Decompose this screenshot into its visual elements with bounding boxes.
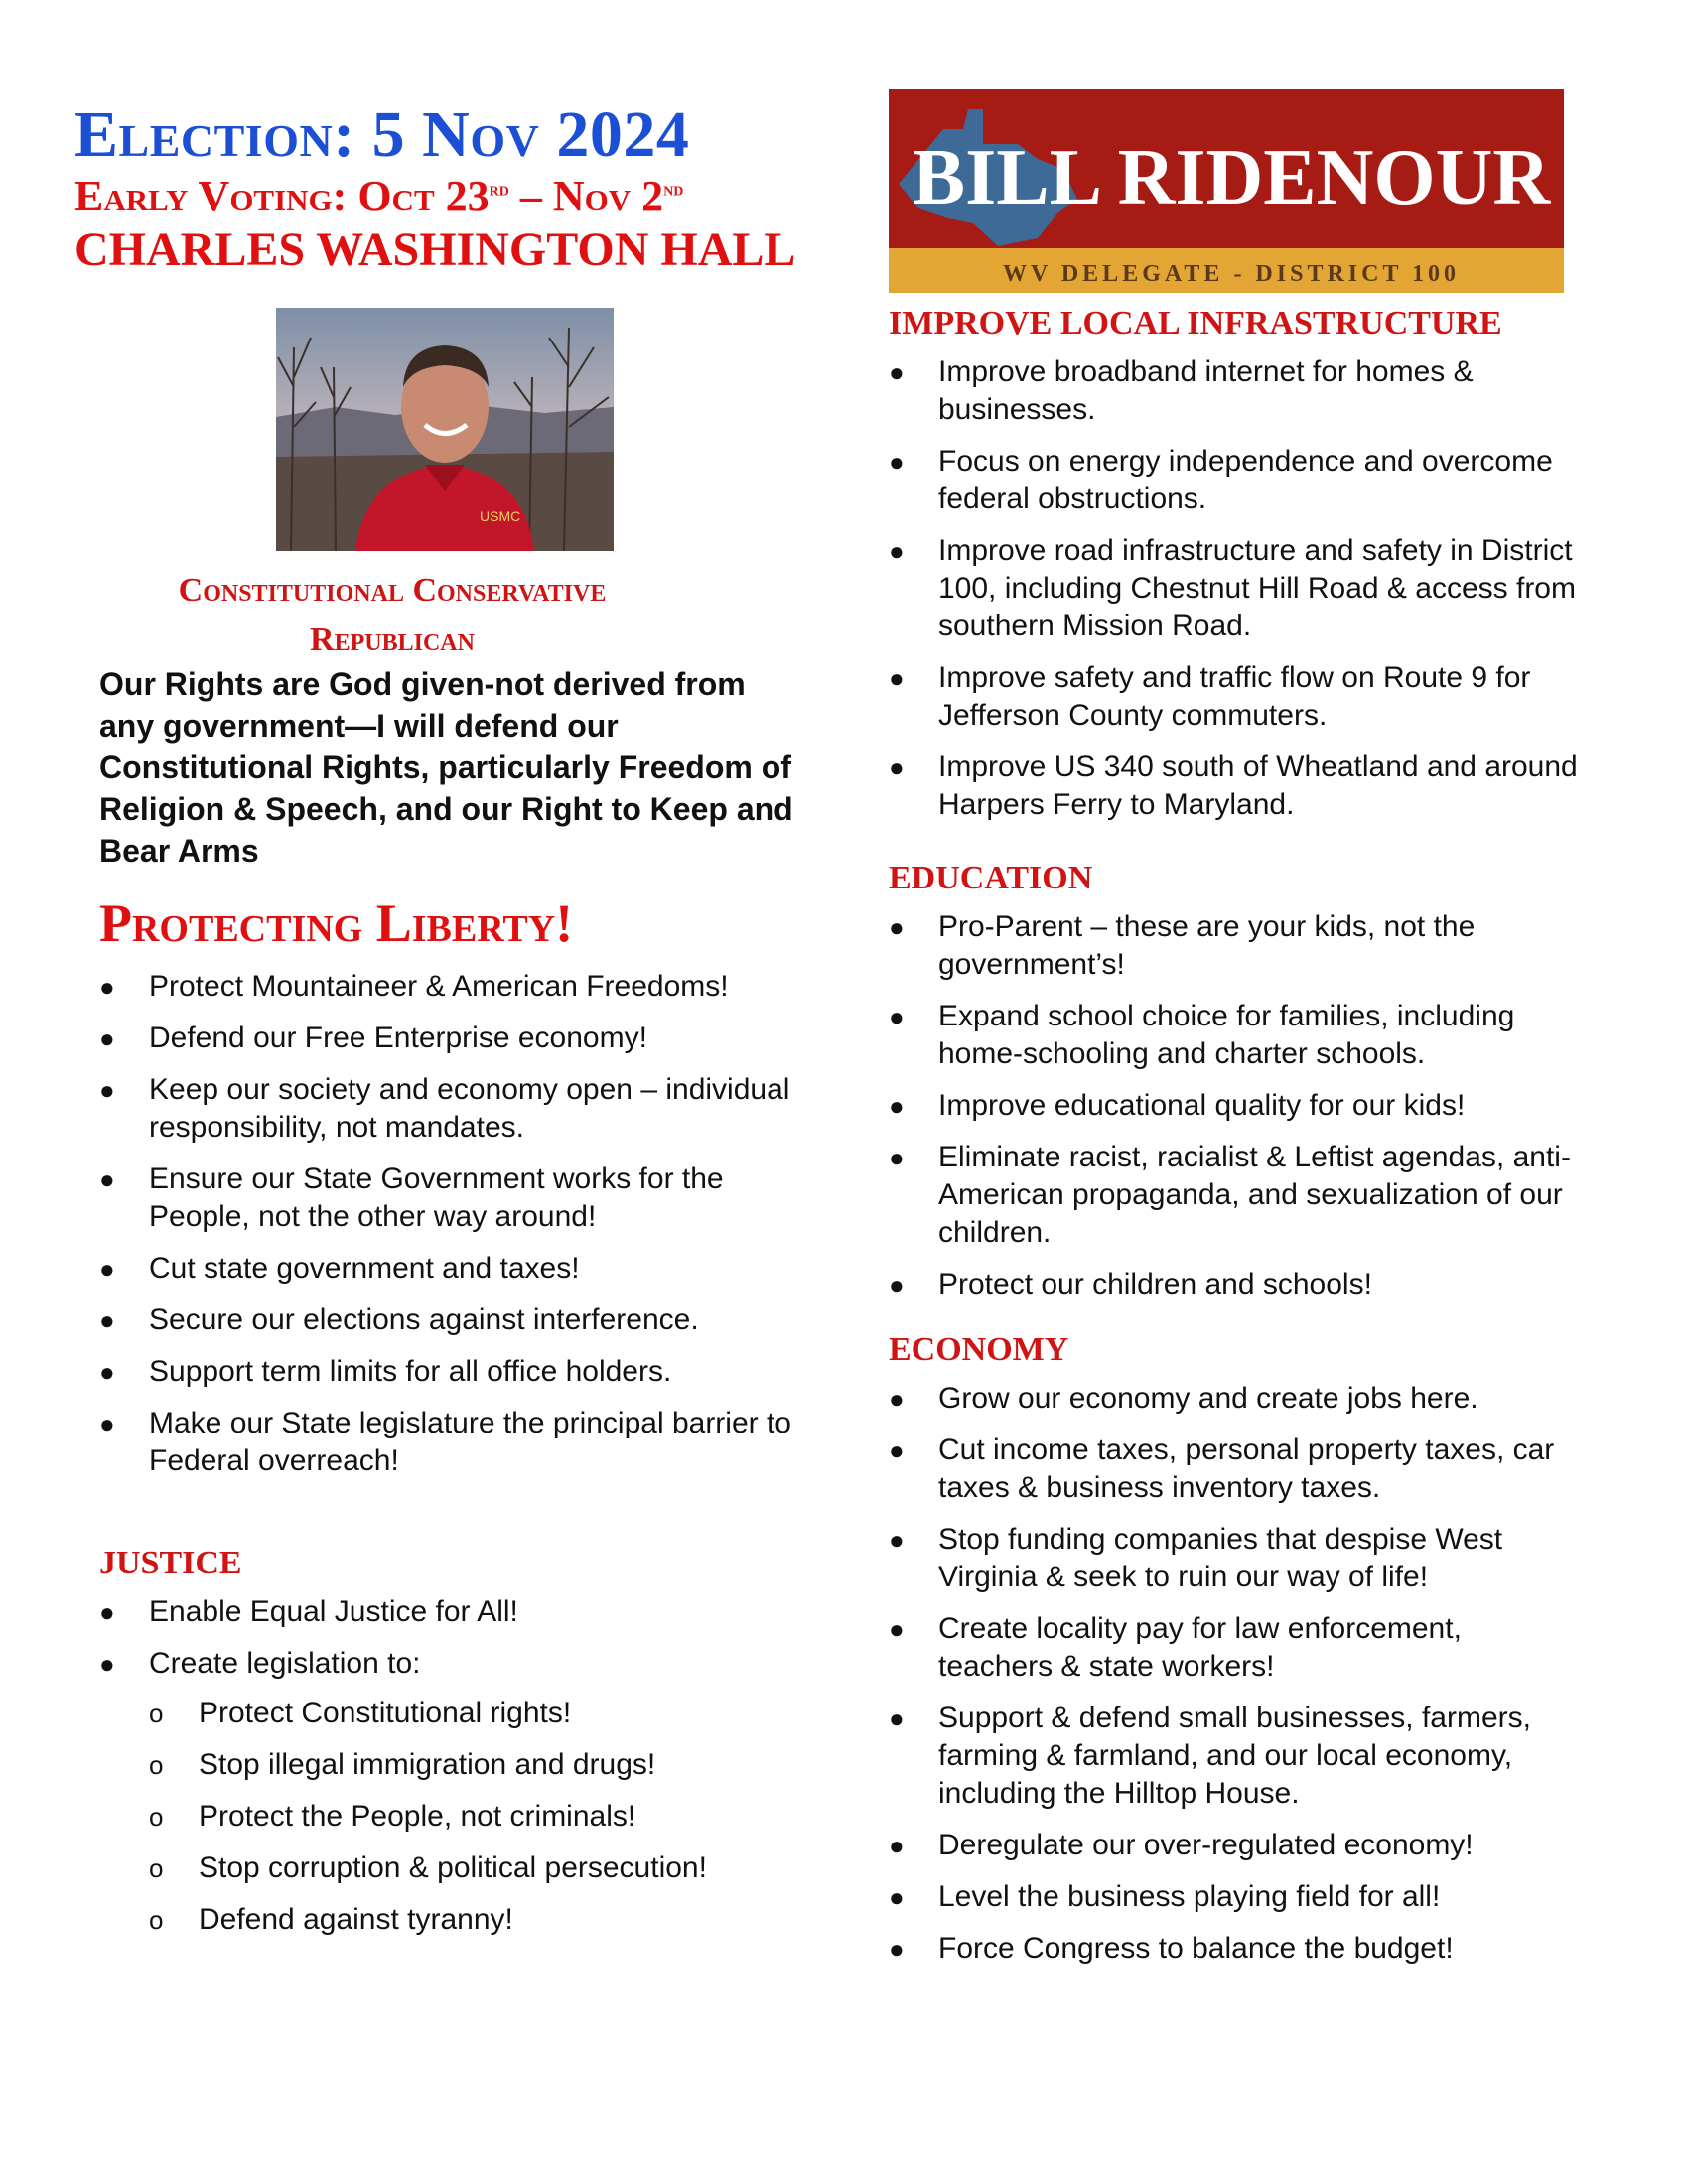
bullet-marker: ●	[889, 912, 905, 942]
economy-section	[889, 1330, 1584, 1981]
list-item-text: Secure our elections against interference.	[149, 1303, 699, 1336]
list-item-text: Ensure our State Government works for the People, not the other way around!	[149, 1162, 724, 1233]
justice-heading: JUSTICE	[99, 1545, 242, 1581]
justice-section	[99, 1544, 814, 1953]
list-item-text: Stop funding companies that despise West Virginia & seek to ruin our way of life!	[938, 1523, 1503, 1593]
bullet-marker: ●	[889, 752, 905, 782]
voting-location: CHARLES WASHINGTON HALL	[74, 223, 796, 276]
justice-list	[99, 1593, 814, 1683]
list-item-text: Focus on energy independence and overcome federal obstructions.	[938, 445, 1553, 515]
education-section	[889, 859, 1584, 1317]
liberty-item	[99, 1405, 794, 1480]
education-list	[889, 908, 1584, 1303]
economy-item	[889, 1521, 1584, 1596]
list-item-text: Eliminate racist, racialist & Leftist agendas, anti-American propaganda, and sexualization of our children.	[938, 1141, 1571, 1249]
economy-item	[889, 1878, 1584, 1916]
election-date-heading: Election: 5 Nov 2024	[74, 98, 690, 171]
liberty-item	[99, 1301, 794, 1339]
bullet-marker: ●	[889, 1384, 905, 1414]
list-item-text: Stop corruption & political persecution!	[199, 1851, 707, 1884]
justice-sub-item	[149, 1746, 814, 1784]
bullet-marker: ●	[99, 1164, 115, 1194]
bullet-marker: ●	[889, 447, 905, 477]
protecting-liberty-heading: Protecting Liberty!	[99, 893, 574, 953]
list-item-text: Enable Equal Justice for All!	[149, 1595, 518, 1628]
justice-sub-item	[149, 1849, 814, 1887]
economy-item	[889, 1930, 1584, 1968]
party-subtitle: Constitutional Conservative Republican	[178, 572, 607, 658]
list-item-text: Protect our children and schools!	[938, 1268, 1372, 1300]
campaign-logo	[889, 89, 1564, 293]
list-item-text: Force Congress to balance the budget!	[938, 1932, 1454, 1965]
bullet-marker: ●	[889, 1002, 905, 1031]
bullet-marker: ●	[99, 972, 115, 1002]
bullet-marker: o	[149, 1699, 164, 1728]
economy-item	[889, 1827, 1584, 1864]
candidate-photo-image	[276, 308, 614, 551]
left-column	[74, 98, 859, 1936]
economy-item	[889, 1432, 1584, 1507]
liberty-list	[99, 968, 794, 1494]
bullet-marker: ●	[99, 1409, 115, 1438]
bullet-marker: o	[149, 1802, 164, 1832]
list-item-text: Protect Constitutional rights!	[199, 1697, 572, 1729]
bullet-marker: o	[149, 1905, 164, 1935]
list-item-text: Improve broadband internet for homes & businesses.	[938, 355, 1474, 426]
justice-item	[99, 1645, 814, 1683]
infrastructure-list	[889, 353, 1584, 824]
bullet-marker: ●	[889, 357, 905, 387]
list-item-text: Create locality pay for law enforcement, teachers & state workers!	[938, 1612, 1462, 1683]
economy-item	[889, 1610, 1584, 1686]
liberty-item	[99, 1250, 794, 1288]
bullet-marker: ●	[99, 1305, 115, 1335]
economy-heading: ECONOMY	[889, 1331, 1069, 1368]
education-item	[889, 1266, 1584, 1303]
justice-sub-list	[99, 1695, 814, 1939]
education-heading: EDUCATION	[889, 860, 1093, 896]
economy-item	[889, 1380, 1584, 1418]
bullet-marker: o	[149, 1750, 164, 1780]
infrastructure-item	[889, 659, 1584, 735]
justice-sub-item	[149, 1798, 814, 1836]
campaign-logo-image	[889, 89, 1564, 293]
justice-sub-item	[149, 1901, 814, 1939]
justice-sub-item	[149, 1695, 814, 1732]
list-item-text: Defend our Free Enterprise economy!	[149, 1022, 647, 1054]
bullet-marker: ●	[889, 1831, 905, 1860]
list-item-text: Make our State legislature the principal barrier to Federal overreach!	[149, 1407, 791, 1477]
bullet-marker: ●	[99, 1649, 115, 1679]
list-item-text: Cut state government and taxes!	[149, 1252, 580, 1285]
education-item	[889, 1139, 1584, 1252]
bullet-marker: ●	[889, 1270, 905, 1299]
list-item-text: Create legislation to:	[149, 1647, 421, 1680]
list-item-text: Stop illegal immigration and drugs!	[199, 1748, 656, 1781]
infrastructure-section	[889, 304, 1584, 838]
list-item-text: Keep our society and economy open – individual responsibility, not mandates.	[149, 1073, 790, 1144]
liberty-item	[99, 1353, 794, 1391]
education-item	[889, 908, 1584, 984]
bullet-marker: ●	[889, 663, 905, 693]
bullet-marker: ●	[99, 1075, 115, 1105]
economy-item	[889, 1700, 1584, 1813]
shirt-text: USMC	[480, 508, 521, 524]
list-item-text: Deregulate our over-regulated economy!	[938, 1829, 1474, 1861]
rights-statement: Our Rights are God given-not derived from any government—I will defend our Constitutional Rights, particularly Freedom of Religion & Speech, and our Right to Keep and Bear Arms	[99, 666, 793, 869]
list-item-text: Expand school choice for families, including home-schooling and charter schools.	[938, 1000, 1515, 1070]
liberty-item	[99, 1020, 794, 1057]
list-item-text: Grow our economy and create jobs here.	[938, 1382, 1478, 1415]
list-item-text: Improve safety and traffic flow on Route 9 for Jefferson County commuters.	[938, 661, 1531, 732]
infrastructure-heading: IMPROVE LOCAL INFRASTRUCTURE	[889, 305, 1502, 341]
list-item-text: Improve US 340 south of Wheatland and around Harpers Ferry to Maryland.	[938, 751, 1578, 821]
list-item-text: Level the business playing field for all!	[938, 1880, 1441, 1913]
liberty-item	[99, 1071, 794, 1147]
logo-name: BILL RIDENOUR	[912, 134, 1551, 221]
list-item-text: Defend against tyranny!	[199, 1903, 513, 1936]
early-voting-heading: Early Voting: Oct 23rd – Nov 2nd	[74, 172, 684, 220]
bullet-marker: ●	[889, 1704, 905, 1733]
infrastructure-item	[889, 532, 1584, 645]
bullet-marker: ●	[889, 1091, 905, 1121]
list-item-text: Improve educational quality for our kids!	[938, 1089, 1466, 1122]
infrastructure-item	[889, 443, 1584, 518]
list-item-text: Cut income taxes, personal property taxes, car taxes & business inventory taxes.	[938, 1433, 1555, 1504]
list-item-text: Support term limits for all office holders.	[149, 1355, 672, 1388]
bullet-marker: ●	[889, 1525, 905, 1555]
list-item-text: Protect Mountaineer & American Freedoms!	[149, 970, 729, 1003]
list-item-text: Improve road infrastructure and safety in District 100, including Chestnut Hill Road & access from southern Mission Road.	[938, 534, 1576, 642]
list-item-text: Support & defend small businesses, farmers, farming & farmland, and our local economy, including the Hilltop House.	[938, 1702, 1531, 1810]
bullet-marker: ●	[889, 536, 905, 566]
bullet-marker: ●	[889, 1882, 905, 1912]
bullet-marker: ●	[889, 1435, 905, 1465]
bullet-marker: ●	[99, 1254, 115, 1284]
education-item	[889, 1087, 1584, 1125]
list-item-text: Protect the People, not criminals!	[199, 1800, 636, 1833]
bullet-marker: ●	[99, 1357, 115, 1387]
bullet-marker: o	[149, 1853, 164, 1883]
economy-list	[889, 1380, 1584, 1968]
logo-tagline: WV DELEGATE - DISTRICT 100	[1002, 261, 1461, 287]
infrastructure-item	[889, 353, 1584, 429]
liberty-item	[99, 1160, 794, 1236]
justice-item	[99, 1593, 814, 1631]
liberty-item	[99, 968, 794, 1006]
bullet-marker: ●	[889, 1614, 905, 1644]
education-item	[889, 998, 1584, 1073]
bullet-marker: ●	[889, 1934, 905, 1964]
candidate-photo	[276, 308, 614, 551]
bullet-marker: ●	[99, 1597, 115, 1627]
infrastructure-item	[889, 749, 1584, 824]
list-item-text: Pro-Parent – these are your kids, not the government’s!	[938, 910, 1476, 981]
bullet-marker: ●	[889, 1143, 905, 1172]
bullet-marker: ●	[99, 1024, 115, 1053]
